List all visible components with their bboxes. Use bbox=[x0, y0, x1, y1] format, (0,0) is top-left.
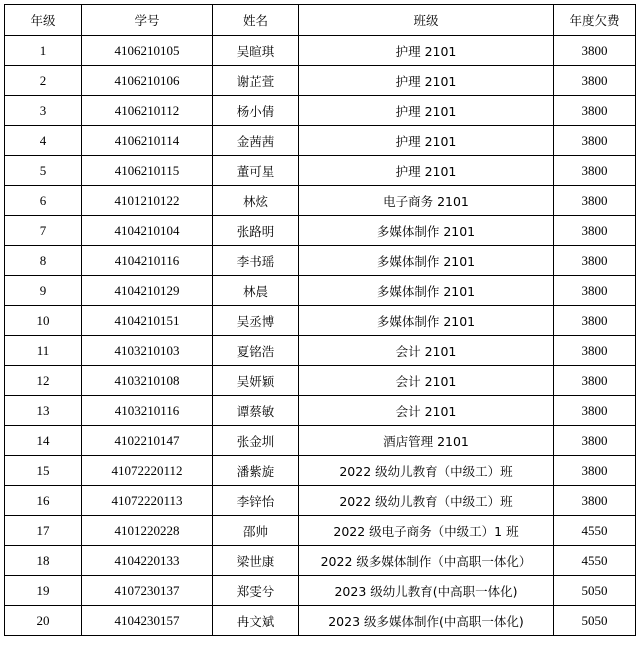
cell-student-id: 4104210151 bbox=[82, 306, 213, 336]
cell-grade: 4 bbox=[5, 126, 82, 156]
header-student-id: 学号 bbox=[82, 5, 213, 36]
cell-annual-arrears: 3800 bbox=[554, 216, 636, 246]
table-row bbox=[5, 246, 636, 276]
cell-name: 李锌怡 bbox=[213, 486, 299, 516]
cell-student-id: 4107230137 bbox=[82, 576, 213, 606]
cell-student-id: 4104210129 bbox=[82, 276, 213, 306]
cell-name: 张金圳 bbox=[213, 426, 299, 456]
cell-student-id: 4106210114 bbox=[82, 126, 213, 156]
table-row bbox=[5, 456, 636, 486]
cell-student-id: 4106210105 bbox=[82, 36, 213, 66]
table-row bbox=[5, 336, 636, 366]
cell-annual-arrears: 5050 bbox=[554, 606, 636, 636]
table-row bbox=[5, 546, 636, 576]
cell-student-id: 4104210104 bbox=[82, 216, 213, 246]
cell-annual-arrears: 4550 bbox=[554, 516, 636, 546]
cell-student-id: 41072220113 bbox=[82, 486, 213, 516]
table-row bbox=[5, 66, 636, 96]
cell-class: 护理 2101 bbox=[299, 156, 554, 186]
cell-student-id: 41072220112 bbox=[82, 456, 213, 486]
header-grade: 年级 bbox=[5, 5, 82, 36]
table-row bbox=[5, 606, 636, 636]
table-row bbox=[5, 126, 636, 156]
cell-grade: 17 bbox=[5, 516, 82, 546]
cell-student-id: 4104210116 bbox=[82, 246, 213, 276]
cell-annual-arrears: 3800 bbox=[554, 156, 636, 186]
cell-grade: 10 bbox=[5, 306, 82, 336]
cell-name: 郑雯兮 bbox=[213, 576, 299, 606]
cell-name: 金茜茜 bbox=[213, 126, 299, 156]
cell-class: 会计 2101 bbox=[299, 336, 554, 366]
cell-grade: 12 bbox=[5, 366, 82, 396]
cell-grade: 19 bbox=[5, 576, 82, 606]
cell-class: 2022 级幼儿教育（中级工）班 bbox=[299, 486, 554, 516]
table-row bbox=[5, 96, 636, 126]
cell-grade: 11 bbox=[5, 336, 82, 366]
cell-annual-arrears: 3800 bbox=[554, 96, 636, 126]
cell-annual-arrears: 3800 bbox=[554, 66, 636, 96]
cell-name: 林炫 bbox=[213, 186, 299, 216]
cell-grade: 8 bbox=[5, 246, 82, 276]
cell-grade: 1 bbox=[5, 36, 82, 66]
cell-name: 杨小倩 bbox=[213, 96, 299, 126]
cell-name: 董可星 bbox=[213, 156, 299, 186]
cell-grade: 6 bbox=[5, 186, 82, 216]
cell-class: 2023 级多媒体制作(中高职一体化) bbox=[299, 606, 554, 636]
cell-grade: 13 bbox=[5, 396, 82, 426]
cell-name: 李书瑶 bbox=[213, 246, 299, 276]
cell-class: 护理 2101 bbox=[299, 126, 554, 156]
table-row bbox=[5, 576, 636, 606]
cell-annual-arrears: 3800 bbox=[554, 126, 636, 156]
cell-annual-arrears: 3800 bbox=[554, 276, 636, 306]
cell-name: 谢芷萱 bbox=[213, 66, 299, 96]
header-row bbox=[5, 5, 636, 36]
cell-name: 谭蔡敏 bbox=[213, 396, 299, 426]
cell-class: 护理 2101 bbox=[299, 66, 554, 96]
cell-grade: 16 bbox=[5, 486, 82, 516]
cell-annual-arrears: 3800 bbox=[554, 336, 636, 366]
cell-class: 多媒体制作 2101 bbox=[299, 276, 554, 306]
fee-table bbox=[4, 4, 636, 636]
cell-student-id: 4106210112 bbox=[82, 96, 213, 126]
cell-annual-arrears: 3800 bbox=[554, 186, 636, 216]
cell-student-id: 4106210115 bbox=[82, 156, 213, 186]
cell-name: 邵帅 bbox=[213, 516, 299, 546]
cell-student-id: 4101220228 bbox=[82, 516, 213, 546]
table-row bbox=[5, 366, 636, 396]
table-row bbox=[5, 516, 636, 546]
cell-grade: 14 bbox=[5, 426, 82, 456]
table-row bbox=[5, 186, 636, 216]
cell-name: 林晨 bbox=[213, 276, 299, 306]
cell-annual-arrears: 3800 bbox=[554, 426, 636, 456]
cell-class: 电子商务 2101 bbox=[299, 186, 554, 216]
table-row bbox=[5, 426, 636, 456]
cell-name: 吴妍颖 bbox=[213, 366, 299, 396]
table-row bbox=[5, 216, 636, 246]
cell-class: 2023 级幼儿教育(中高职一体化) bbox=[299, 576, 554, 606]
cell-student-id: 4103210116 bbox=[82, 396, 213, 426]
cell-name: 张路明 bbox=[213, 216, 299, 246]
cell-class: 酒店管理 2101 bbox=[299, 426, 554, 456]
cell-annual-arrears: 3800 bbox=[554, 456, 636, 486]
cell-grade: 15 bbox=[5, 456, 82, 486]
cell-student-id: 4103210108 bbox=[82, 366, 213, 396]
table-row bbox=[5, 156, 636, 186]
cell-annual-arrears: 3800 bbox=[554, 486, 636, 516]
table-row bbox=[5, 276, 636, 306]
cell-name: 吴丞博 bbox=[213, 306, 299, 336]
cell-class: 2022 级电子商务（中级工）1 班 bbox=[299, 516, 554, 546]
cell-grade: 2 bbox=[5, 66, 82, 96]
cell-name: 吴暄琪 bbox=[213, 36, 299, 66]
table-row bbox=[5, 396, 636, 426]
cell-grade: 18 bbox=[5, 546, 82, 576]
cell-student-id: 4103210103 bbox=[82, 336, 213, 366]
cell-grade: 20 bbox=[5, 606, 82, 636]
cell-student-id: 4106210106 bbox=[82, 66, 213, 96]
cell-name: 梁世康 bbox=[213, 546, 299, 576]
cell-class: 2022 级幼儿教育（中级工）班 bbox=[299, 456, 554, 486]
cell-class: 会计 2101 bbox=[299, 366, 554, 396]
cell-class: 2022 级多媒体制作（中高职一体化） bbox=[299, 546, 554, 576]
cell-class: 护理 2101 bbox=[299, 96, 554, 126]
table-body bbox=[5, 36, 636, 636]
cell-class: 会计 2101 bbox=[299, 396, 554, 426]
cell-annual-arrears: 3800 bbox=[554, 306, 636, 336]
cell-grade: 5 bbox=[5, 156, 82, 186]
header-name: 姓名 bbox=[213, 5, 299, 36]
header-annual-arrears: 年度欠费 bbox=[554, 5, 636, 36]
cell-annual-arrears: 5050 bbox=[554, 576, 636, 606]
cell-grade: 7 bbox=[5, 216, 82, 246]
header-class: 班级 bbox=[299, 5, 554, 36]
cell-student-id: 4102210147 bbox=[82, 426, 213, 456]
cell-grade: 9 bbox=[5, 276, 82, 306]
cell-name: 潘紫旋 bbox=[213, 456, 299, 486]
cell-annual-arrears: 3800 bbox=[554, 366, 636, 396]
table-row bbox=[5, 36, 636, 66]
cell-annual-arrears: 3800 bbox=[554, 246, 636, 276]
cell-annual-arrears: 3800 bbox=[554, 396, 636, 426]
cell-student-id: 4104220133 bbox=[82, 546, 213, 576]
cell-annual-arrears: 4550 bbox=[554, 546, 636, 576]
cell-annual-arrears: 3800 bbox=[554, 36, 636, 66]
cell-name: 冉文斌 bbox=[213, 606, 299, 636]
cell-class: 多媒体制作 2101 bbox=[299, 216, 554, 246]
cell-class: 多媒体制作 2101 bbox=[299, 246, 554, 276]
cell-grade: 3 bbox=[5, 96, 82, 126]
cell-student-id: 4104230157 bbox=[82, 606, 213, 636]
table-row bbox=[5, 306, 636, 336]
cell-name: 夏铭浩 bbox=[213, 336, 299, 366]
table-row bbox=[5, 486, 636, 516]
cell-class: 多媒体制作 2101 bbox=[299, 306, 554, 336]
cell-class: 护理 2101 bbox=[299, 36, 554, 66]
cell-student-id: 4101210122 bbox=[82, 186, 213, 216]
